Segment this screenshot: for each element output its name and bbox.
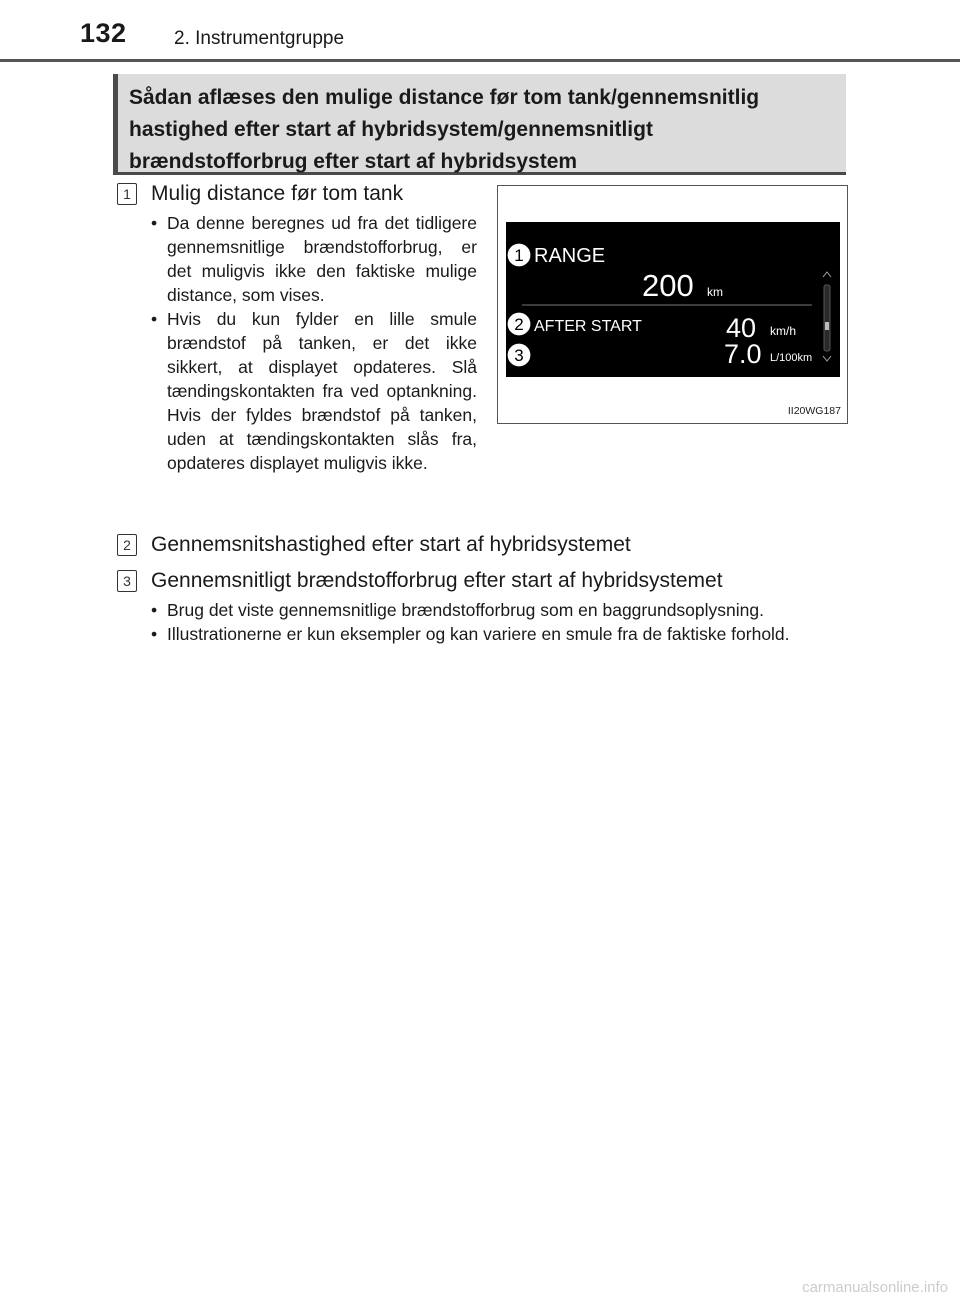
range-value: 200 xyxy=(642,268,694,303)
item-2-title xyxy=(117,532,631,558)
item-1-bullet-1: • Da denne beregnes ud fra det tidligere gennemsnitlige brændstofforbrug, er det muligvis ikke den faktiske mulige distance, som vises. xyxy=(143,211,477,307)
callout-1 xyxy=(507,243,531,267)
item-3-title xyxy=(117,568,723,594)
range-label: RANGE xyxy=(534,245,606,267)
display-graphic xyxy=(506,222,840,377)
callout-3-label: 3 xyxy=(514,346,524,365)
average-speed-value: 40 xyxy=(726,313,757,343)
item-3-title-text: Gennemsnitligt brændstofforbrug efter start af hybridsystemet xyxy=(151,569,723,592)
average-fuel-value: 7.0 xyxy=(724,339,762,369)
item-1-number: 1 xyxy=(117,183,137,205)
scroll-thumb xyxy=(825,322,829,330)
scroll-track xyxy=(824,285,830,351)
callout-3 xyxy=(507,343,531,367)
chapter-title: 2. Instrumentgruppe xyxy=(174,28,345,49)
multi-info-display xyxy=(506,222,840,377)
instrument-display-figure xyxy=(497,185,848,424)
item-3-bullet-1: • Brug det viste gennemsnitlige brændstofforbrug som en baggrundsoplysning. xyxy=(143,598,840,622)
footer-watermark: carmanualsonline.info xyxy=(802,1279,948,1296)
callout-1-label: 1 xyxy=(514,246,524,265)
item-1-title xyxy=(117,181,403,207)
callout-2-label: 2 xyxy=(514,315,524,334)
figure-code: II20WG187 xyxy=(787,405,841,417)
page-number: 132 xyxy=(80,18,127,48)
after-start-label: AFTER START xyxy=(534,318,642,335)
section-heading: Sådan aflæses den mulige distance før tom tank/gennemsnitlig hastighed efter start af hybridsystem/gennemsnitligt brændstofforbrug efter start af hybridsystem xyxy=(129,86,760,173)
item-1-bullet-2: • Hvis du kun fylder en lille smule brændstof på tanken, er det ikke sikkert, at displayet opdateres. Slå tændingskontakten fra ved optankning. Hvis der fyldes brændstof på tanken, uden at tændingskontakten slås fra, opdateres displayet muligvis ikke. xyxy=(143,307,477,475)
item-2-number: 2 xyxy=(117,534,137,556)
callout-2 xyxy=(507,312,531,336)
item-1-title-text: Mulig distance før tom tank xyxy=(151,182,404,205)
section-heading-bar xyxy=(113,74,118,172)
item-3-number: 3 xyxy=(117,570,137,592)
header-rule xyxy=(0,59,960,62)
page-header xyxy=(0,0,960,62)
average-fuel-unit: L/100km xyxy=(770,352,813,364)
section-heading-box xyxy=(113,74,846,175)
range-unit: km xyxy=(707,285,723,299)
item-3-bullets xyxy=(143,598,840,646)
item-2-title-text: Gennemsnitshastighed efter start af hybridsystemet xyxy=(151,533,631,556)
item-1-bullets xyxy=(143,211,477,475)
item-3-bullet-2: • Illustrationerne er kun eksempler og kan variere en smule fra de faktiske forhold. xyxy=(143,622,840,646)
average-speed-unit: km/h xyxy=(770,324,797,338)
